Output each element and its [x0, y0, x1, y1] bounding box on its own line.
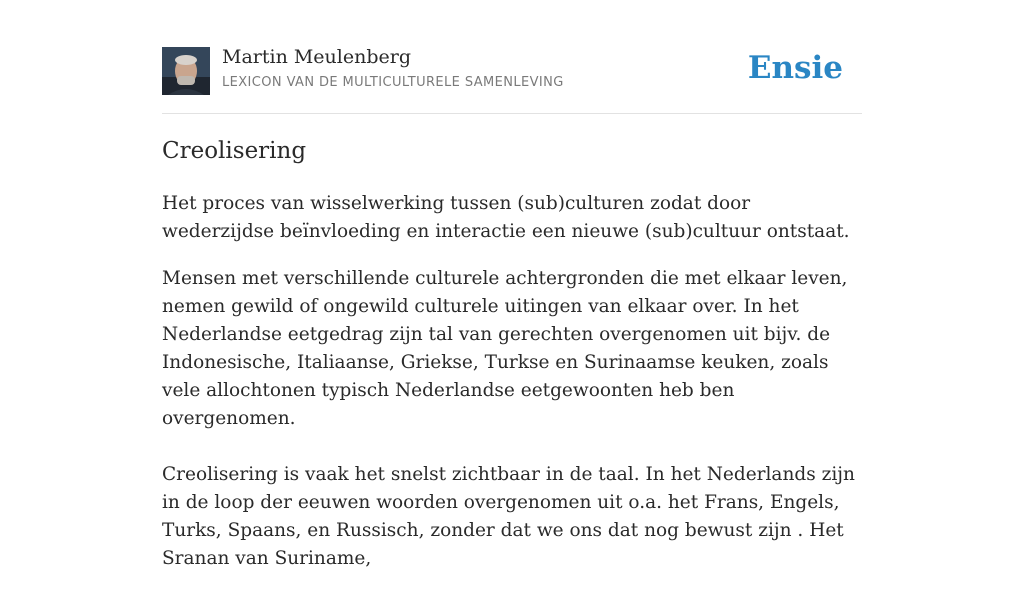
- author-avatar-image: [162, 47, 210, 95]
- publication-name[interactable]: LEXICON VAN DE MULTICULTURELE SAMENLEVING: [222, 75, 564, 90]
- author-avatar[interactable]: [162, 47, 210, 95]
- author-name[interactable]: Martin Meulenberg: [222, 46, 411, 68]
- article-header: [162, 0, 862, 114]
- ensie-logo[interactable]: Ensie: [747, 50, 843, 86]
- entry-title: Creolisering: [162, 138, 307, 164]
- body-paragraph: Creolisering is vaak het snelst zichtbaar in de taal. In het Nederlands zijn in de loop der eeuwen woorden overgenomen uit o.a. het Frans, Engels, Turks, Spaans, en Russisch, zonder dat we ons dat nog bewust zijn . Het Sranan van Suriname,: [162, 464, 855, 569]
- body-paragraph: Mensen met verschillende culturele achtergronden die met elkaar leven, nemen gewild of ongewild culturele uitingen van elkaar over. In het Nederlandse eetgedrag zijn tal van gerechten overgenomen uit bijv. de Indonesische, Italiaanse, Griekse, Turkse en Surinaamse keuken, zoals vele allochtonen typisch Nederlandse eetgewoonten heb ben overgenomen.: [162, 268, 848, 429]
- article-container: [162, 0, 862, 569]
- entry-definition: Het proces van wisselwerking tussen (sub)culturen zodat door wederzijdse beïnvloeding en interactie een nieuwe (sub)cultuur ontstaat.: [162, 193, 850, 242]
- entry-body: [162, 265, 862, 601]
